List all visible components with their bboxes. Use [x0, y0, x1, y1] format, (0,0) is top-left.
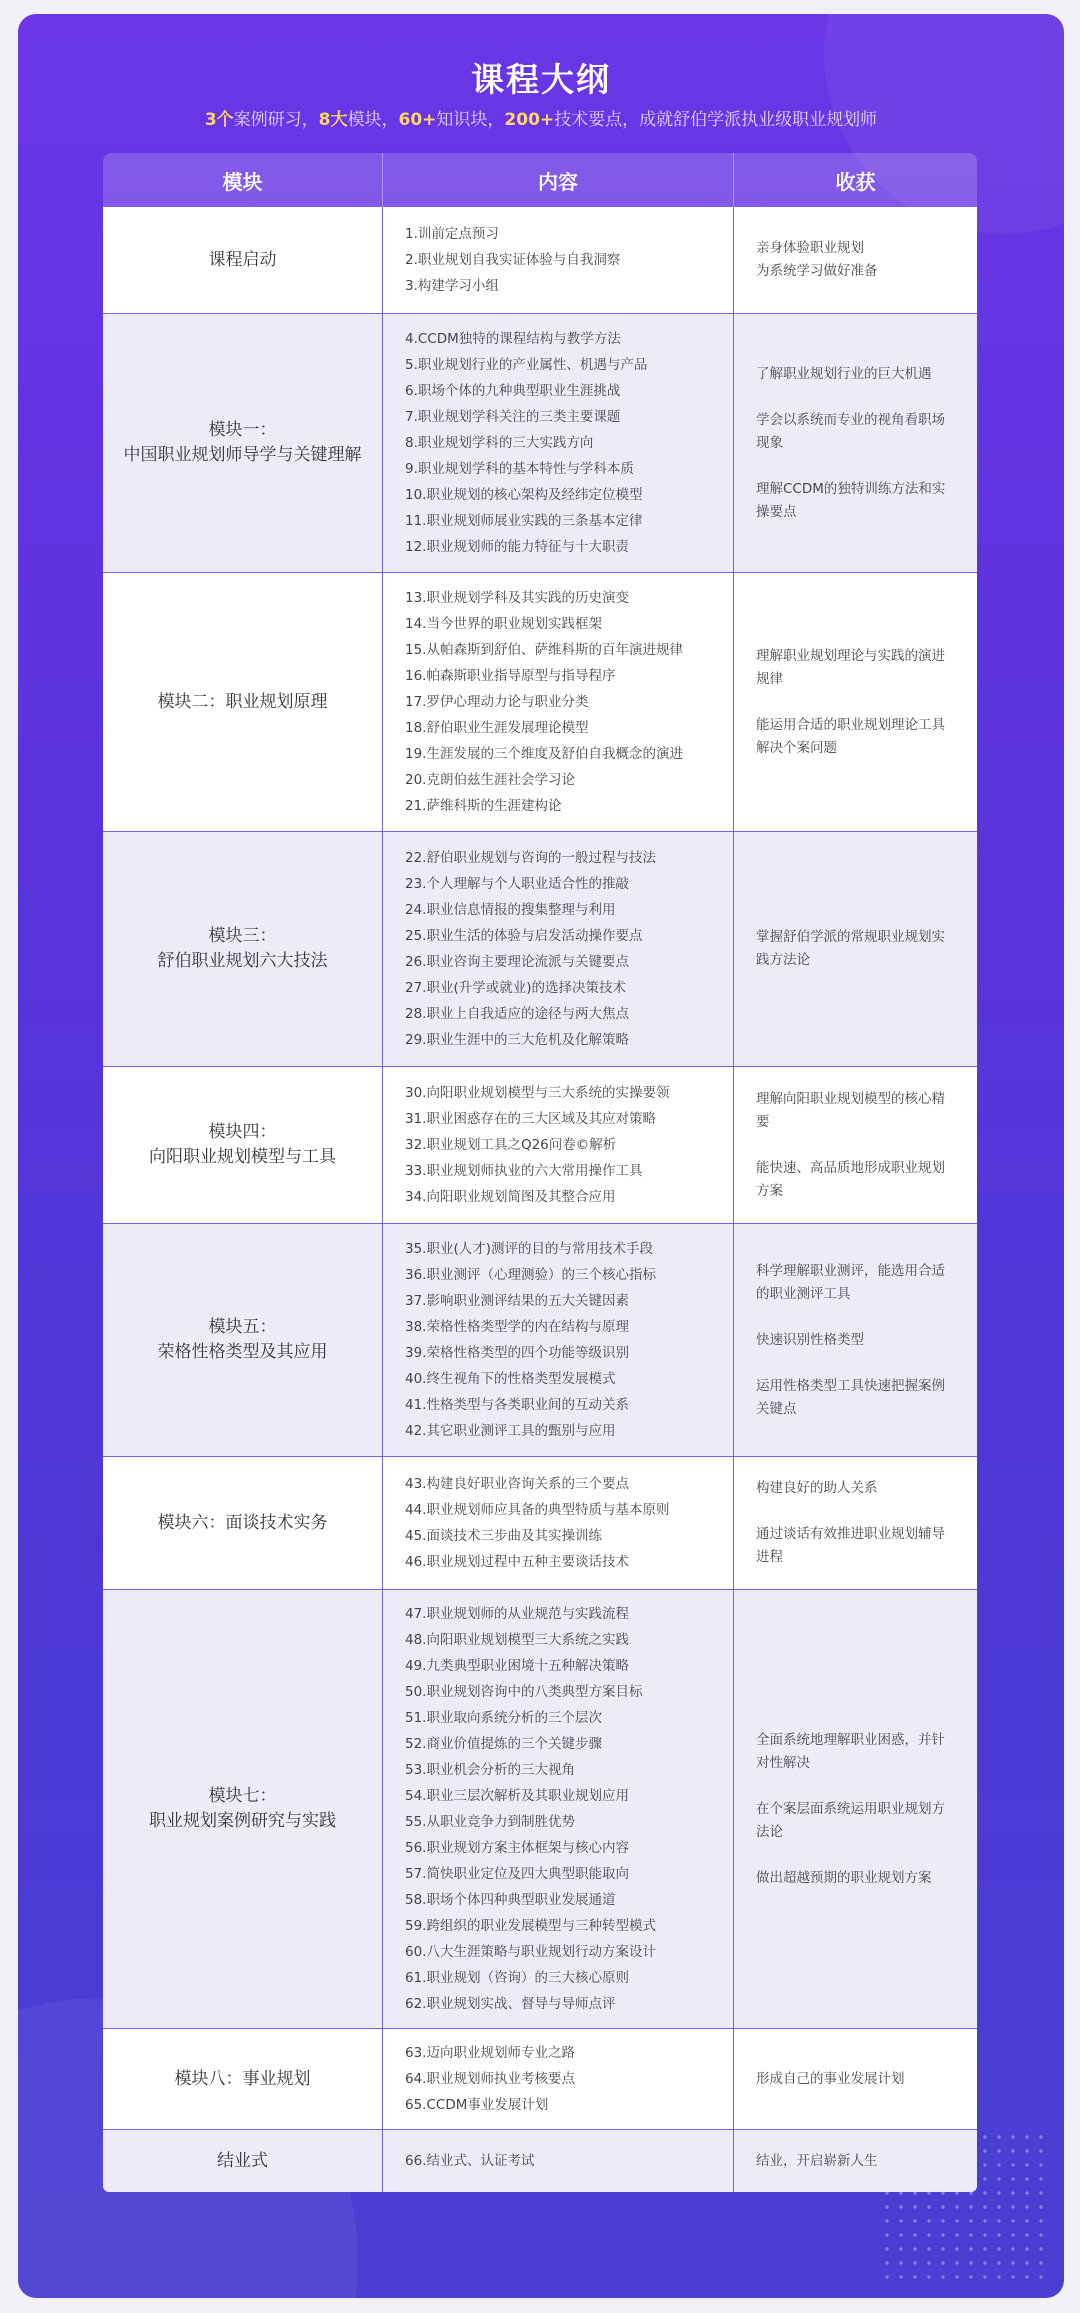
gain-cell	[734, 573, 977, 831]
table-header	[103, 153, 977, 207]
gain-cell	[734, 1590, 977, 2028]
content-item: 29.职业生涯中的三大危机及化解策略	[405, 1032, 629, 1048]
content-item: 3.构建学习小组	[405, 278, 499, 294]
content-item: 44.职业规划师应具备的典型特质与基本原则	[405, 1502, 670, 1518]
stat-cases: 3个	[204, 110, 234, 130]
content-item: 10.职业规划的核心架构及经纬定位模型	[405, 487, 643, 503]
module-cell	[103, 832, 383, 1066]
content-item: 41.性格类型与各类职业间的互动关系	[405, 1397, 629, 1413]
content-item: 50.职业规划咨询中的八类典型方案目标	[405, 1684, 643, 1700]
content-item: 62.职业规划实战、督导与导师点评	[405, 1996, 616, 2012]
table-row	[103, 1224, 977, 1457]
gain-item: 在个案层面系统运用职业规划方法论	[756, 1800, 945, 1840]
content-cell	[383, 314, 734, 572]
gain-item: 理解CCDM的独特训练方法和实操要点	[756, 480, 946, 520]
content-item: 24.职业信息情报的搜集整理与利用	[405, 902, 616, 918]
content-item: 45.面谈技术三步曲及其实操训练	[405, 1528, 602, 1544]
content-item: 46.职业规划过程中五种主要谈话技术	[405, 1554, 629, 1570]
gain-item: 做出超越预期的职业规划方案	[756, 1869, 932, 1886]
gain-cell	[734, 832, 977, 1066]
gain-item: 能运用合适的职业规划理论工具解决个案问题	[756, 716, 945, 756]
module-cell	[103, 1224, 383, 1456]
content-item: 11.职业规划师展业实践的三条基本定律	[405, 513, 643, 529]
gain-item: 构建良好的助人关系	[756, 1480, 878, 1496]
module-name: 模块五：	[208, 1317, 277, 1337]
content-item: 58.职场个体四种典型职业发展通道	[405, 1892, 616, 1908]
content-item: 6.职场个体的九种典型职业生涯挑战	[405, 383, 621, 399]
content-cell	[383, 1224, 734, 1456]
content-item: 30.向阳职业规划模型与三大系统的实操要领	[405, 1085, 670, 1101]
content-item: 14.当今世界的职业规划实践框架	[405, 616, 602, 632]
module-cell	[103, 314, 383, 572]
stat-modules: 8大	[318, 110, 348, 130]
gain-item: 亲身体验职业规划 为系统学习做好准备	[756, 240, 878, 279]
module-name: 模块一：	[208, 420, 277, 440]
gain-item: 掌握舒伯学派的常规职业规划实践方法论	[756, 929, 945, 968]
module-name: 模块七：	[208, 1786, 277, 1806]
header-content: 内容	[383, 153, 734, 207]
content-item: 51.职业取向系统分析的三个层次	[405, 1710, 602, 1726]
module-name: 荣格性格类型及其应用	[157, 1342, 328, 1362]
content-item: 54.职业三层次解析及其职业规划应用	[405, 1788, 629, 1804]
module-cell	[103, 1590, 383, 2028]
content-cell	[383, 1457, 734, 1589]
content-item: 48.向阳职业规划模型三大系统之实践	[405, 1632, 629, 1648]
module-cell	[103, 1457, 383, 1589]
content-cell	[383, 1067, 734, 1223]
table-body	[103, 207, 977, 2192]
content-item: 66.结业式、认证考试	[405, 2153, 535, 2169]
table-row	[103, 1590, 977, 2029]
module-name: 课程启动	[208, 249, 277, 270]
content-item: 8.职业规划学科的三大实践方向	[405, 435, 594, 451]
header-gain: 收获	[835, 169, 876, 194]
content-item: 2.职业规划自我实证体验与自我洞察	[405, 252, 621, 268]
content-item: 34.向阳职业规划简图及其整合应用	[405, 1189, 616, 1205]
content-item: 12.职业规划师的能力特征与十大职责	[405, 539, 629, 555]
content-item: 27.职业(升学或就业)的选择决策技术	[405, 980, 627, 996]
gain-item: 全面系统地理解职业困惑，并针对性解决	[756, 1731, 945, 1771]
content-item: 38.荣格性格类型学的内在结构与原理	[405, 1319, 629, 1335]
table-row	[103, 2130, 977, 2192]
content-item: 23.个人理解与个人职业适合性的推敲	[405, 876, 629, 892]
content-item: 18.舒伯职业生涯发展理论模型	[405, 720, 589, 736]
gain-cell	[734, 314, 977, 572]
content-item: 15.从帕森斯到舒伯、萨维科斯的百年演进规律	[405, 642, 683, 658]
page-subtitle: 3个案例研习，8大模块，60+知识块，200+技术要点，成就舒伯学派执业级职业规划师	[204, 110, 878, 130]
table-row	[103, 1067, 977, 1224]
header-module: 模块	[103, 153, 383, 207]
content-item: 56.职业规划方案主体框架与核心内容	[405, 1840, 629, 1856]
content-cell	[383, 2029, 734, 2129]
module-name: 模块四：	[208, 1122, 277, 1142]
gain-cell	[734, 207, 977, 313]
module-cell	[103, 2130, 383, 2192]
gain-item: 学会以系统而专业的视角看职场现象	[756, 411, 945, 451]
content-item: 28.职业上自我适应的途径与两大焦点	[405, 1006, 629, 1022]
gain-cell	[734, 1224, 977, 1456]
table-row	[103, 207, 977, 314]
content-item: 17.罗伊心理动力论与职业分类	[405, 694, 589, 710]
module-cell	[103, 573, 383, 831]
content-item: 26.职业咨询主要理论流派与关键要点	[405, 954, 629, 970]
gain-item: 形成自己的事业发展计划	[756, 2070, 905, 2087]
content-item: 31.职业困惑存在的三大区域及其应对策略	[405, 1111, 656, 1127]
content-item: 25.职业生活的体验与启发活动操作要点	[405, 928, 643, 944]
table-row	[103, 314, 977, 573]
content-item: 20.克朗伯兹生涯社会学习论	[405, 772, 575, 788]
module-cell	[103, 1067, 383, 1223]
content-item: 47.职业规划师的从业规范与实践流程	[405, 1606, 629, 1622]
module-name: 模块六：面谈技术实务	[157, 1512, 328, 1533]
content-item: 43.构建良好职业咨询关系的三个要点	[405, 1476, 629, 1492]
course-outline-card	[18, 14, 1064, 2298]
module-name: 向阳职业规划模型与工具	[149, 1147, 336, 1167]
content-item: 61.职业规划（咨询）的三大核心原则	[405, 1970, 629, 1986]
content-item: 42.其它职业测评工具的甄别与应用	[405, 1423, 616, 1439]
content-item: 53.职业机会分析的三大视角	[405, 1762, 575, 1778]
module-name: 结业式	[217, 2150, 268, 2171]
content-item: 7.职业规划学科关注的三类主要课题	[405, 409, 621, 425]
content-item: 16.帕森斯职业指导原型与指导程序	[405, 668, 616, 684]
content-item: 1.训前定点预习	[405, 226, 499, 242]
content-item: 59.跨组织的职业发展模型与三种转型模式	[405, 1918, 656, 1934]
gain-item: 科学理解职业测评，能选用合适的职业测评工具	[756, 1262, 945, 1302]
gain-item: 运用性格类型工具快速把握案例关键点	[756, 1377, 945, 1417]
module-name: 模块二：职业规划原理	[157, 691, 328, 712]
content-item: 49.九类典型职业困境十五种解决策略	[405, 1658, 629, 1674]
content-cell	[383, 1590, 734, 2028]
module-name: 职业规划案例研究与实践	[149, 1811, 336, 1831]
content-item: 9.职业规划学科的基本特性与学科本质	[405, 461, 634, 477]
content-cell	[383, 2130, 734, 2192]
stat-points: 200+	[504, 110, 555, 130]
content-item: 22.舒伯职业规划与咨询的一般过程与技法	[405, 850, 656, 866]
module-name: 舒伯职业规划六大技法	[157, 951, 328, 971]
table-row	[103, 1457, 977, 1590]
content-item: 13.职业规划学科及其实践的历史演变	[405, 590, 629, 606]
gain-item: 结业，开启崭新人生	[756, 2152, 878, 2169]
content-item: 64.职业规划师执业考核要点	[405, 2071, 575, 2087]
gain-cell	[734, 2029, 977, 2129]
content-item: 21.萨维科斯的生涯建构论	[405, 798, 562, 814]
content-item: 55.从职业竞争力到制胜优势	[405, 1814, 575, 1830]
content-item: 39.荣格性格类型的四个功能等级识别	[405, 1345, 629, 1361]
gain-item: 快速识别性格类型	[756, 1331, 864, 1348]
gain-cell	[734, 1067, 977, 1223]
gain-cell	[734, 1457, 977, 1589]
module-name: 模块八：事业规划	[174, 2068, 311, 2089]
module-cell	[103, 2029, 383, 2129]
page-title: 课程大纲	[471, 60, 611, 99]
module-name: 中国职业规划师导学与关键理解	[123, 445, 362, 465]
content-item: 4.CCDM独特的课程结构与教学方法	[405, 331, 621, 347]
gain-item: 理解向阳职业规划模型的核心精要	[756, 1090, 945, 1130]
gain-item: 理解职业规划理论与实践的演进规律	[756, 647, 945, 687]
content-cell	[383, 207, 734, 313]
content-item: 40.终生视角下的性格类型发展模式	[405, 1371, 616, 1387]
content-item: 37.影响职业测评结果的五大关键因素	[405, 1293, 629, 1309]
gain-item: 通过谈话有效推进职业规划辅导进程	[756, 1526, 945, 1565]
content-item: 32.职业规划工具之Q26问卷©解析	[405, 1137, 617, 1153]
stat-knowledge: 60+	[398, 110, 437, 130]
content-item: 60.八大生涯策略与职业规划行动方案设计	[405, 1944, 656, 1960]
gain-item: 了解职业规划行业的巨大机遇	[756, 365, 932, 382]
content-item: 19.生涯发展的三个维度及舒伯自我概念的演进	[405, 746, 683, 762]
content-item: 5.职业规划行业的产业属性、机遇与产品	[405, 357, 648, 373]
content-item: 52.商业价值提炼的三个关键步骤	[405, 1736, 602, 1752]
content-item: 33.职业规划师执业的六大常用操作工具	[405, 1163, 643, 1179]
content-item: 65.CCDM事业发展计划	[405, 2097, 549, 2113]
table-row	[103, 832, 977, 1067]
content-cell	[383, 832, 734, 1066]
content-item: 57.简快职业定位及四大典型职能取向	[405, 1866, 629, 1882]
content-cell	[383, 573, 734, 831]
gain-item: 能快速、高品质地形成职业规划方案	[756, 1159, 945, 1199]
content-item: 35.职业(人才)测评的目的与常用技术手段	[405, 1241, 654, 1257]
content-item: 36.职业测评（心理测验）的三个核心指标	[405, 1267, 656, 1283]
table-row	[103, 2029, 977, 2130]
module-name: 模块三：	[208, 926, 277, 946]
content-item: 63.迈向职业规划师专业之路	[405, 2045, 575, 2061]
gain-cell	[734, 2130, 977, 2192]
module-cell	[103, 207, 383, 313]
table-row	[103, 573, 977, 832]
outline-table	[103, 153, 977, 2192]
